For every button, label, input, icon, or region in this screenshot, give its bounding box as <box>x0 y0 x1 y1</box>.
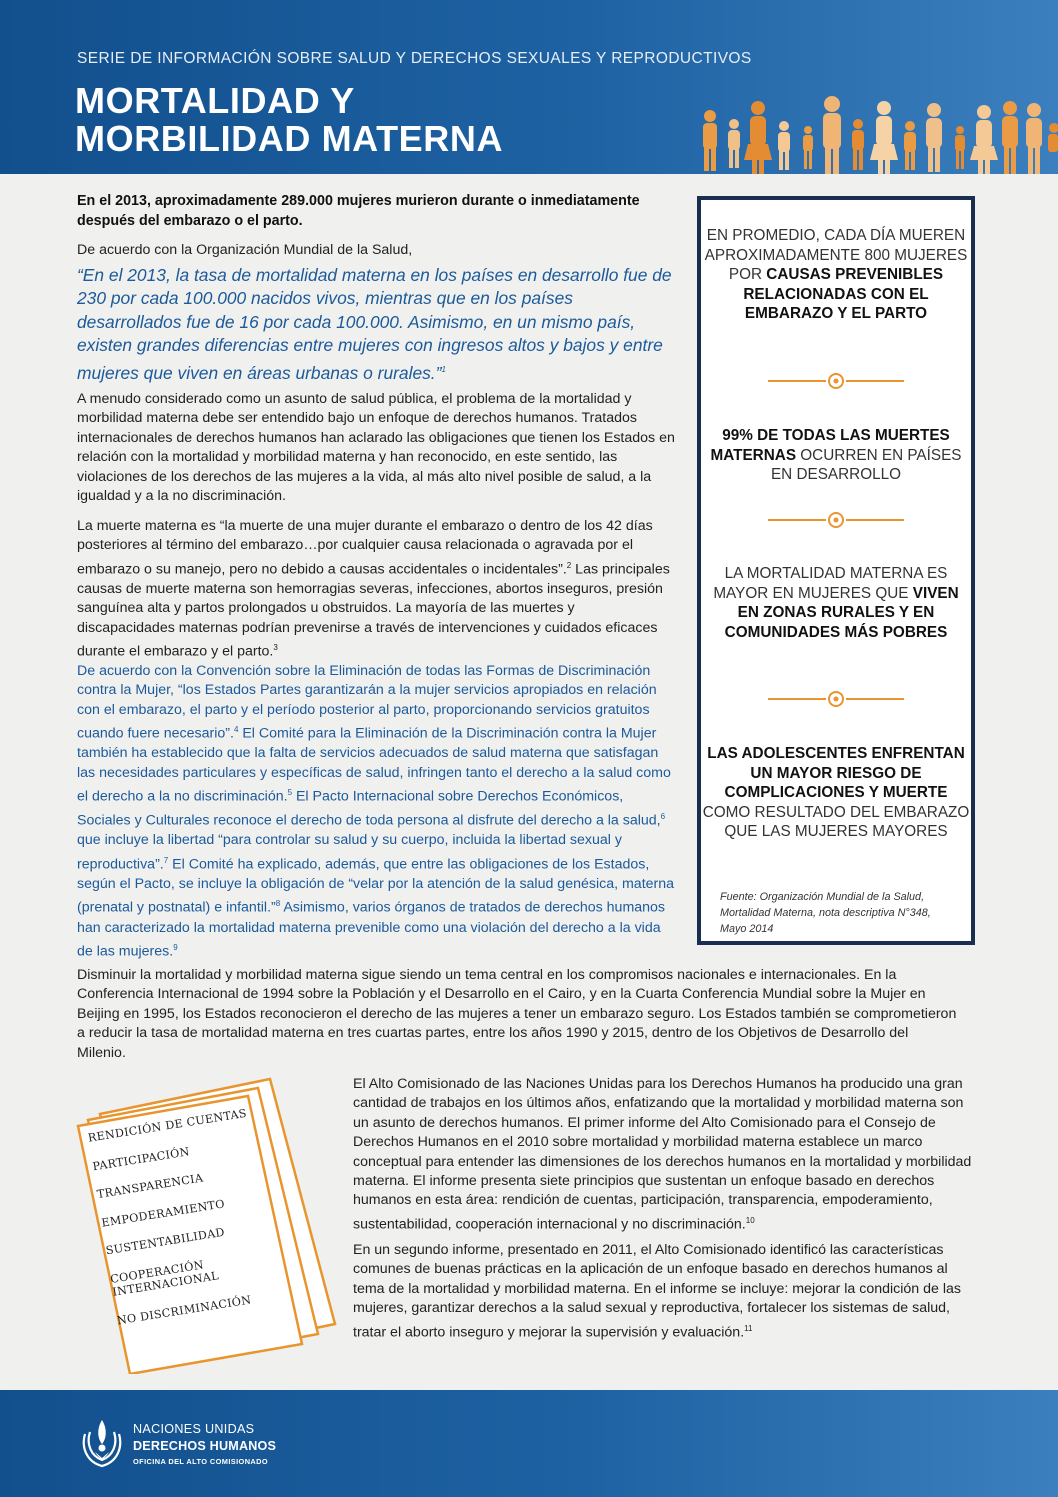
paragraph-cedaw <box>77 662 675 962</box>
footnote-ref: 11 <box>744 1323 753 1333</box>
paragraph-text <box>353 1075 979 1235</box>
fact-text: COMO RESULTADO DEL EMBARAZO QUE LAS MUJERES MAYORES <box>702 803 970 841</box>
paragraph-text <box>77 662 675 962</box>
title-line-2: MORBILIDAD MATERNA <box>75 118 504 159</box>
footnote-ref: 9 <box>173 942 178 952</box>
paragraph-text: Disminuir la mortalidad y morbilidad materna sigue siendo un tema central en los compromisos nacionales e internacionales. En la Conferencia Internacional de 1994 sobre la Población y el Desarrollo en el Cairo, y en la Cuarta Conferencia Mundial sobre la Mujer en Beijing en 1995, los Estados reconocieron el derecho de las mujeres a tener un embarazo seguro. Los Estados también se comprometieron a reducir la tasa de mortalidad materna en tres cuartas partes, entre los años 1990 y 2015, dentro de los Objetivos de Desarrollo del Milenio. <box>77 967 957 1061</box>
facts-panel <box>697 196 975 945</box>
paragraph-second-report <box>353 1241 979 1343</box>
org-name-line-2: DERECHOS HUMANOS <box>133 1439 277 1453</box>
fact-text: LA MORTALIDAD MATERNA ES MAYOR EN MUJERES QUE <box>713 565 948 602</box>
ornament-divider-icon <box>768 510 904 530</box>
text-span: El Comité para la Eliminación de la Discriminación contra la Mujer también ha establecido que la falta de servicios adecuados de salud materna que satisfagan las necesidades particulares y específicas de salud, infringen tanto el derecho a la salud como el derecho a la no discriminación. <box>77 725 671 805</box>
text-span: La muerte materna es “la muerte de una mujer durante el embarazo o dentro de los 42 días posteriores al término del embarazo…por cualquier causa relacionada o agravada por el embarazo o su manejo, pero no debido a causas accidentales o incidentales”. <box>77 518 653 578</box>
principle-item: COOPERACIÓN INTERNACIONAL <box>109 1258 220 1300</box>
page-title <box>75 82 503 158</box>
un-human-rights-logo-icon <box>77 1414 127 1470</box>
fact-highlight: LAS ADOLESCENTES ENFRENTAN UN MAYOR RIESGO DE COMPLICACIONES Y MUERTE <box>707 745 965 802</box>
text-span: El Alto Comisionado de las Naciones Unidas para los Derechos Humanos ha producido una gran cantidad de trabajos en los últimos años, enfatizando que la mortalidad y morbilidad materna son un asunto de derechos humanos. El primer informe del Alto Comisionado para el Consejo de Derechos Humanos en el 2010 sobre mortalidad y morbilidad materna establece un marco conceptual para entender las dimensiones de los derechos humanos en la mortalidad y morbilidad materna. El informe presenta siete principios que sustentan un enfoque basado en derechos humanos en esta área: rendición de cuentas, participación, transparencia, empoderamiento, sustentabilidad, cooperación internacional y no discriminación. <box>353 1076 972 1233</box>
principle-item: TRANSPARENCIA <box>96 1171 205 1202</box>
principles-list <box>86 1091 337 1336</box>
text-span: El Comité ha explicado, además, que entre las obligaciones de los Estados, según el Pacto, se incluye la obligación de “velar por la atención de la salud genésica, materna (prenatal y postnatal) e infantil.” <box>77 856 675 917</box>
header-banner <box>0 0 1058 174</box>
org-name-line-3: OFICINA DEL ALTO COMISIONADO <box>133 1457 269 1466</box>
footnote-ref: 5 <box>287 788 293 798</box>
fact-developing-countries <box>701 426 971 485</box>
series-label: SERIE DE INFORMACIÓN SOBRE SALUD Y DERECHOS SEXUALES Y REPRODUCTIVOS <box>77 50 752 67</box>
paragraph-definition <box>77 517 675 662</box>
footnote-ref: 7 <box>163 855 169 865</box>
principle-item: EMPODERAMIENTO <box>100 1197 226 1230</box>
paragraph-text <box>77 517 675 662</box>
fact-text: EN PROMEDIO, CADA DÍA MUEREN APROXIMADAMENTE 800 MUJERES POR <box>704 227 968 284</box>
paragraph-human-rights <box>77 390 675 506</box>
fact-highlight: 99% DE TODAS LAS MUERTES MATERNAS <box>710 427 950 464</box>
intro-line <box>77 241 672 260</box>
principle-item: RENDICIÓN DE CUENTAS <box>87 1106 248 1145</box>
fact-daily-deaths <box>701 226 971 324</box>
ornament-divider-icon <box>768 689 904 709</box>
ornament-divider-icon <box>768 371 904 391</box>
footnote-ref: 10 <box>745 1215 755 1225</box>
text-span: El Pacto Internacional sobre Derechos Económicos, Sociales y Culturales reconoce el derecho de toda persona al disfrute del derecho a la salud, <box>77 788 661 830</box>
quote-text: “En el 2013, la tasa de mortalidad materna en los países en desarrollo fue de 230 por cada 100.000 nacidos vivos, mientras que en los países desarrollados fue de 16 por cada 100.000. Asimismo, en un mismo país, existen grandes diferencias entre mujeres con ingresos altos y bajos y entre mujeres que viven en áreas urbanas o rurales.” <box>77 265 672 383</box>
people-silhouettes-icon <box>688 94 1058 174</box>
fact-adolescents <box>701 744 971 842</box>
principle-item: NO DISCRIMINACIÓN <box>116 1293 253 1328</box>
text-span: De acuerdo con la Convención sobre la Eliminación de todas las Formas de Discriminación contra la Mujer, “los Estados Partes garantizarán a la mujer servicios apropiados en relación con el embarazo, el parto y el período posterior al parto, proporcionando servicios gratuitos cuando fuere necesario”. <box>77 663 657 742</box>
paragraph-high-commissioner <box>353 1075 979 1235</box>
text-span: Asimismo, varios órganos de tratados de derechos humanos han caracterizado la mortalidad materna prevenible como una violación del derecho a la vida de las mujeres. <box>77 900 666 960</box>
fact-highlight: CAUSAS PREVENIBLES RELACIONADAS CON EL EMBARAZO Y EL PARTO <box>743 266 944 323</box>
footnote-ref: 6 <box>660 812 666 822</box>
paragraph-commitments <box>77 966 957 1063</box>
principle-item: PARTICIPACIÓN <box>91 1144 191 1173</box>
footnote-ref: 3 <box>273 643 278 653</box>
paragraph-text: A menudo considerado como un asunto de salud pública, el problema de la mortalidad y morbilidad materna debe ser entendido bajo un enfoque de derechos humanos. Tratados internacionales de derechos humanos han aclarado las obligaciones que tienen los Estados en relación con la mortalidad y morbilidad materna y han reconocido, en este sentido, las violaciones de los derechos de las mujeres a la vida, al más alto nivel posible de salud, a la igualdad y a la no discriminación. <box>77 391 675 505</box>
who-quote <box>77 264 677 385</box>
fact-text: OCURREN EN PAÍSES EN DESARROLLO <box>770 446 962 484</box>
text-span: que incluye la libertad “para controlar su salud y su cuerpo, incluida la libertad sexual y reproductiva”. <box>77 832 622 873</box>
paragraph-text <box>353 1241 979 1343</box>
footnote-ref: 2 <box>566 560 572 570</box>
fact-highlight: VIVEN EN ZONAS RURALES Y EN COMUNIDADES MÁS POBRES <box>724 584 959 641</box>
lead-paragraph: En el 2013, aproximadamente 289.000 mujeres murieron durante o inmediatamente después del embarazo o el parto. <box>77 193 640 229</box>
footnote-ref: 4 <box>233 725 239 735</box>
text-span: En un segundo informe, presentado en 2011, el Alto Comisionado identificó las características comunes de buenas prácticas en la aplicación de un enfoque basado en derechos humanos al tema de la mortalidad y morbilidad materna. En el informe se incluye: mejorar la condición de las mujeres, garantizar derechos a la salud sexual y reproductiva, fortalecer los sistemas de salud, tratar el aborto inseguro y mejorar la supervisión y evaluación. <box>353 1242 961 1341</box>
intro-text: De acuerdo con la Organización Mundial de la Salud, <box>77 242 413 258</box>
principle-item: SUSTENTABILIDAD <box>104 1226 226 1258</box>
footnote-ref: 1 <box>441 364 446 374</box>
org-name-line-1: NACIONES UNIDAS <box>133 1422 255 1436</box>
footnote-ref: 8 <box>275 899 281 909</box>
fact-rural-poor <box>701 564 971 642</box>
text-span: Las principales causas de muerte materna son hemorragias severas, infecciones, abortos inseguros, presión sanguínea alta y partos prolongados u obstruidos. La mayoría de las muertes y discapacidades maternas podrían prevenirse a través de intervenciones y cuidados eficaces durante el embarazo y el parto. <box>77 561 670 660</box>
panel-source: Fuente: Organización Mundial de la Salud, Mortalidad Materna, nota descriptiva N°348, Mayo 2014 <box>720 891 931 936</box>
title-line-1: MORTALIDAD Y <box>75 80 355 121</box>
